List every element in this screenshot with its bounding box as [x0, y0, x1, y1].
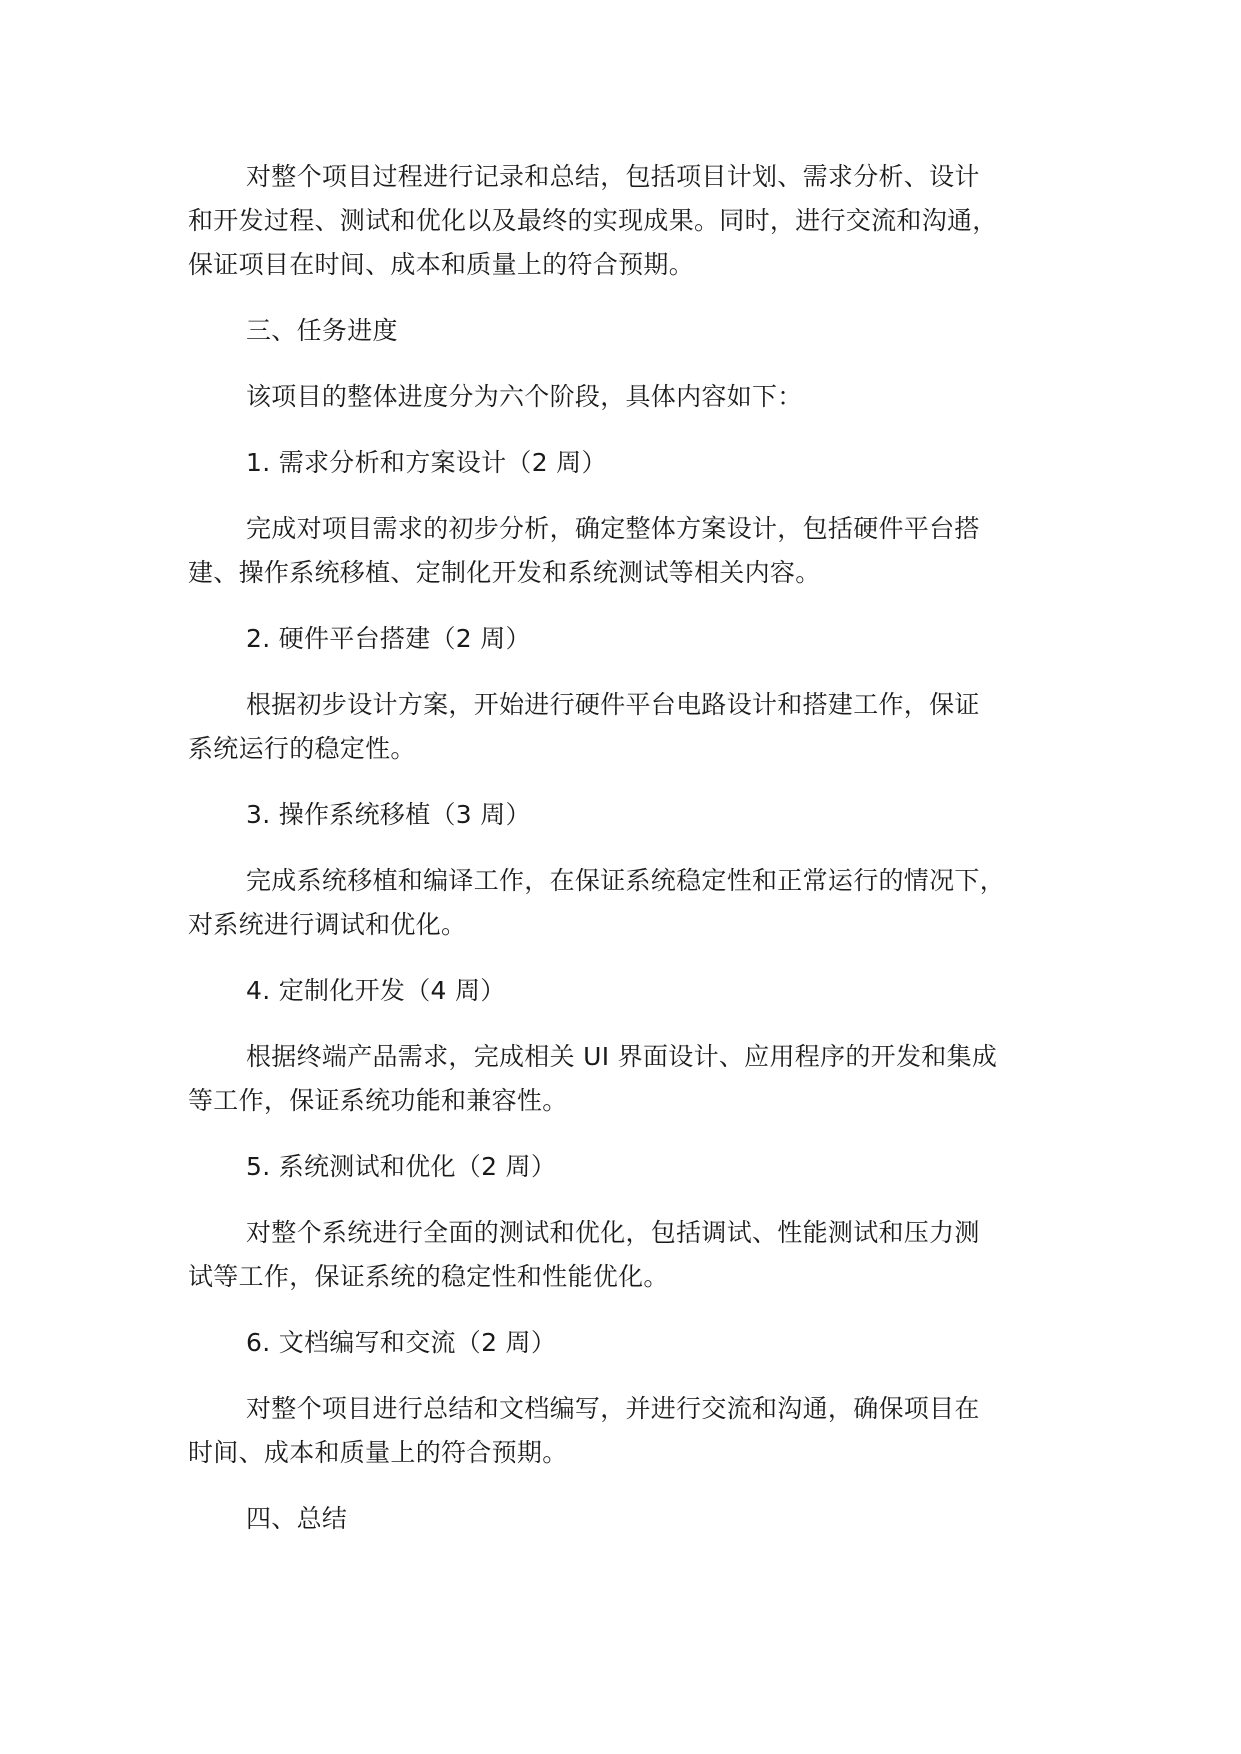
paragraph-stage-5 [188, 1211, 1088, 1299]
paragraph-line: 根据终端产品需求，完成相关 UI 界面设计、应用程序的开发和集成 [246, 1042, 998, 1071]
paragraph-line: 对整个项目过程进行记录和总结，包括项目计划、需求分析、设计 [246, 162, 980, 191]
paragraph-line: 完成系统移植和编译工作，在保证系统稳定性和正常运行的情况下， [246, 866, 1006, 895]
stage-heading-2: 2. 硬件平台搭建（2 周） [246, 624, 531, 653]
paragraph-line: 根据初步设计方案，开始进行硬件平台电路设计和搭建工作，保证 [246, 690, 980, 719]
stage-heading-1: 1. 需求分析和方案设计（2 周） [246, 448, 607, 477]
paragraph-line: 系统运行的稳定性。 [188, 734, 416, 763]
paragraph-stage-6 [188, 1387, 1088, 1475]
stage-heading-3: 3. 操作系统移植（3 周） [246, 800, 531, 829]
paragraph-line: 时间、成本和质量上的符合预期。 [188, 1438, 568, 1467]
paragraph-line: 对整个项目进行总结和文档编写，并进行交流和沟通，确保项目在 [246, 1394, 980, 1423]
paragraph-line: 对整个系统进行全面的测试和优化，包括调试、性能测试和压力测 [246, 1218, 980, 1247]
paragraph-line: 保证项目在时间、成本和质量上的符合预期。 [188, 250, 695, 279]
paragraph-line: 建、操作系统移植、定制化开发和系统测试等相关内容。 [188, 558, 821, 587]
paragraph-line: 等工作，保证系统功能和兼容性。 [188, 1086, 568, 1115]
stage-heading-6: 6. 文档编写和交流（2 周） [246, 1328, 557, 1357]
paragraph-progress-intro [188, 375, 1088, 419]
paragraph-stage-2 [188, 683, 1088, 771]
paragraph-record-summary [188, 155, 1088, 287]
section-heading-task-progress: 三、任务进度 [246, 316, 398, 345]
stage-heading-5: 5. 系统测试和优化（2 周） [246, 1152, 557, 1181]
section-heading-summary: 四、总结 [246, 1504, 348, 1533]
paragraph-line: 试等工作，保证系统的稳定性和性能优化。 [188, 1262, 669, 1291]
paragraph-line: 对系统进行调试和优化。 [188, 910, 467, 939]
paragraph-line: 该项目的整体进度分为六个阶段，具体内容如下： [246, 382, 803, 411]
paragraph-stage-4 [188, 1035, 1088, 1123]
paragraph-line: 和开发过程、测试和优化以及最终的实现成果。同时，进行交流和沟通， [188, 206, 998, 235]
paragraph-stage-1 [188, 507, 1088, 595]
stage-heading-4: 4. 定制化开发（4 周） [246, 976, 506, 1005]
paragraph-stage-3 [188, 859, 1088, 947]
paragraph-line: 完成对项目需求的初步分析，确定整体方案设计，包括硬件平台搭 [246, 514, 980, 543]
document-body [188, 155, 1088, 1563]
